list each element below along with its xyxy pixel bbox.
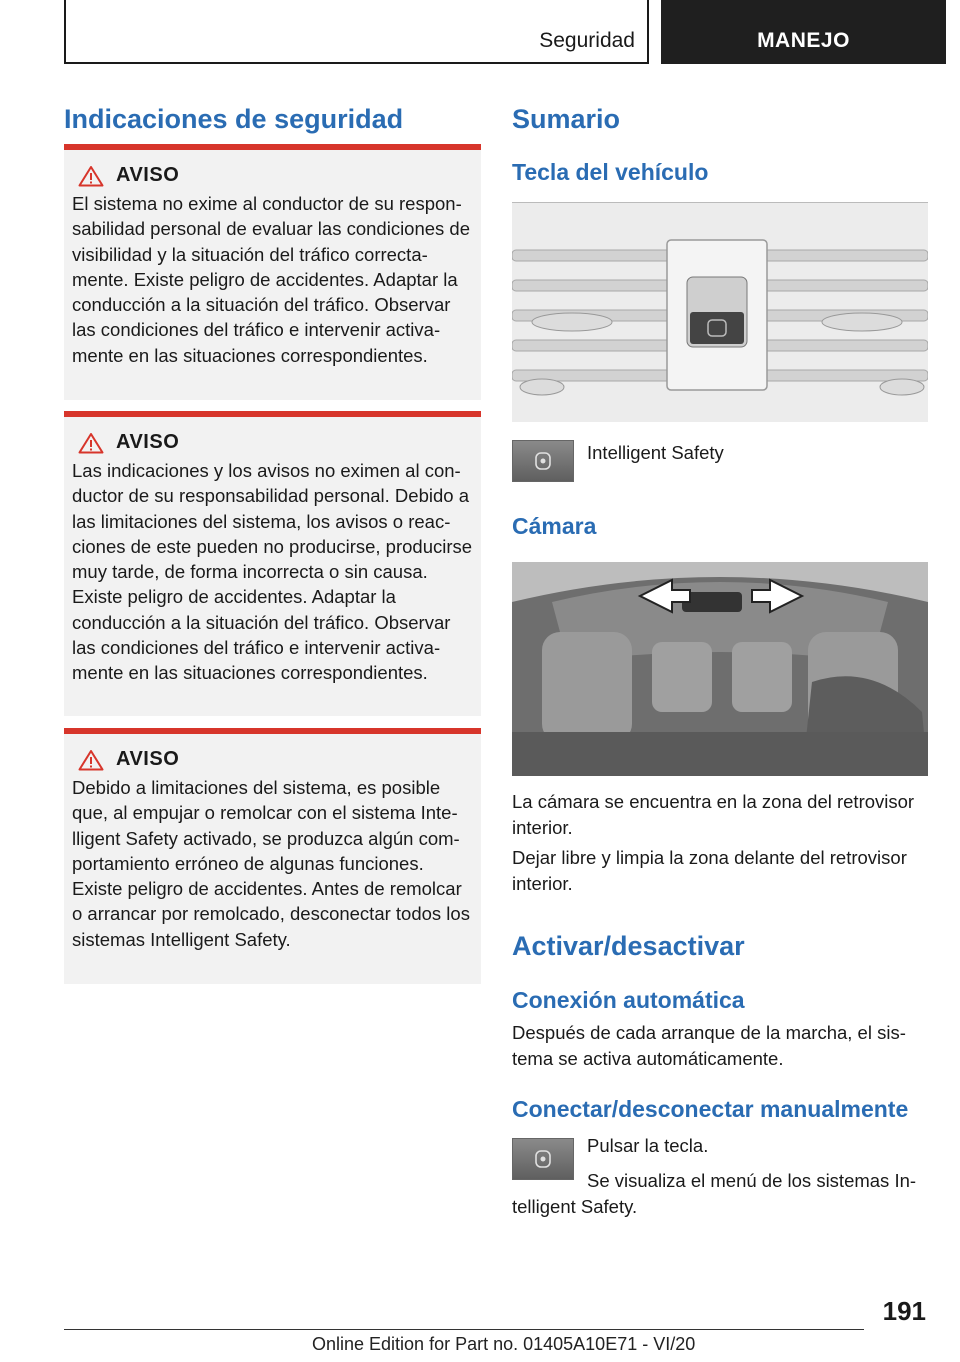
activate-title: Activar/desactivar bbox=[512, 931, 745, 961]
manual-text-1: Pulsar la tecla. bbox=[587, 1135, 709, 1156]
warning-icon bbox=[78, 165, 104, 187]
manual-heading: Conectar/desconectar manualmente bbox=[512, 1096, 909, 1122]
warning-icon bbox=[78, 749, 104, 771]
warning-box-1 bbox=[64, 144, 481, 400]
page-number: 191 bbox=[882, 1296, 926, 1326]
camera-text-2: Dejar libre y limpia la zona delante del retrovisor interior. bbox=[512, 847, 907, 894]
warning-text: Las indicaciones y los avisos no eximen al conductor de su responsabilidad personal. Debido a las limitaciones del sistema, los avisos o reacciones de este pueden no producirse, producirse muy tarde, de forma incorrecta o sin causa. Existe peligro de accidentes. Adaptar la conducción a la situación del tráfico. Observar las condiciones del tráfico e intervenir activamente en las situaciones correspondientes. bbox=[72, 460, 473, 684]
summary-title: Sumario bbox=[512, 104, 621, 134]
manual-text-2: Se visualiza el menú de los sistemas Intelligent Safety. bbox=[512, 1170, 917, 1217]
camera-image bbox=[512, 562, 928, 776]
key-caption: Intelligent Safety bbox=[587, 442, 724, 463]
safety-title: Indicaciones de seguridad bbox=[64, 104, 404, 134]
auto-heading: Conexión automática bbox=[512, 987, 745, 1013]
warning-box-3 bbox=[64, 728, 481, 984]
header-section-box bbox=[64, 0, 649, 64]
left-column bbox=[64, 100, 481, 950]
footer-divider bbox=[64, 1329, 864, 1330]
warning-label: AVISO bbox=[116, 164, 180, 186]
section-title: Seguridad bbox=[539, 29, 635, 52]
camera-heading: Cámara bbox=[512, 513, 597, 539]
warning-label: AVISO bbox=[116, 748, 180, 770]
camera-text-1: La cámara se encuentra en la zona del retrovisor interior. bbox=[512, 791, 915, 838]
warning-text: Debido a limitaciones del sistema, es posible que, al empujar o remolcar con el sistema Intelligent Safety activado, se produzca algún comportamiento erróneo de algunas funciones. Existe peligro de accidentes. Antes de remolcar o arrancar por remolcado, desconectar todos los sistemas Intelligent Safety. bbox=[72, 777, 470, 950]
edition-text: Online Edition for Part no. 01405A10E71 - VI/20 bbox=[312, 1334, 696, 1354]
warning-box-2 bbox=[64, 411, 481, 716]
vehicle-key-image bbox=[512, 202, 928, 422]
intelligent-safety-button-icon bbox=[512, 440, 574, 482]
warning-text: El sistema no exime al conductor de su responsabilidad personal de evaluar las condiciones de visibilidad y la situación del tráfico correctamente. Existe peligro de accidentes. Adaptar la conducción a la situación del tráfico. Observar las condiciones del tráfico e intervenir activamente en las situaciones correspondientes. bbox=[72, 193, 471, 366]
intelligent-safety-icon bbox=[532, 1148, 554, 1170]
vehicle-key-heading: Tecla del vehículo bbox=[512, 159, 709, 185]
auto-text: Después de cada arranque de la marcha, el sistema se activa automáticamente. bbox=[512, 1022, 906, 1069]
warning-label: AVISO bbox=[116, 431, 180, 453]
intelligent-safety-icon bbox=[532, 450, 554, 472]
warning-icon bbox=[78, 432, 104, 454]
chapter-tab: MANEJO bbox=[661, 0, 946, 64]
